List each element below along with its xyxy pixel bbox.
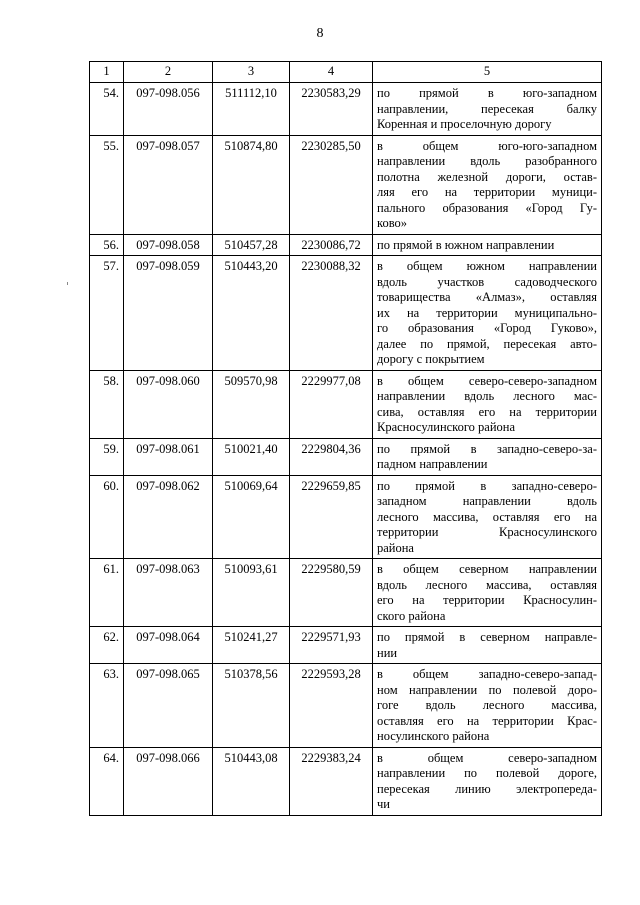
x-coordinate: 510021,40 [213, 438, 290, 475]
description-line: лесного массива, оставляя его на [377, 509, 597, 524]
scan-mark [67, 282, 68, 285]
description-line: гоге вдоль лесного массива, [377, 698, 597, 712]
point-code: 097-098.058 [124, 234, 213, 256]
column-header: 1 [90, 62, 124, 83]
description-line: носулинского района [377, 729, 490, 743]
description-line: в общем северо-северо-западном [377, 373, 597, 388]
boundary-description [373, 83, 602, 136]
description-line: в общем западно-северо-запад- [377, 667, 597, 681]
point-code: 097-098.057 [124, 135, 213, 234]
description-line: направлении вдоль лесного мас- [377, 389, 597, 403]
point-code: 097-098.063 [124, 559, 213, 627]
x-coordinate: 510443,08 [213, 747, 290, 815]
description-line: го образования «Город Гуково», [377, 321, 597, 335]
table-row [90, 747, 602, 815]
y-coordinate: 2230088,32 [290, 256, 373, 371]
y-coordinate: 2229383,24 [290, 747, 373, 815]
row-number: 63. [90, 664, 124, 748]
description-line: нии [377, 645, 398, 660]
description-line: ково» [377, 216, 408, 230]
table-row [90, 475, 602, 559]
y-coordinate: 2230086,72 [290, 234, 373, 256]
description-line: ского района [377, 608, 446, 623]
description-line: товарищества «Алмаз», оставляя [377, 290, 597, 304]
description-line: западном направлении вдоль [377, 494, 597, 508]
x-coordinate: 510378,56 [213, 664, 290, 748]
x-coordinate: 510443,20 [213, 256, 290, 371]
table-row [90, 135, 602, 234]
description-line: вдоль лесного массива, оставляя [377, 577, 597, 592]
table-row [90, 559, 602, 627]
column-header: 3 [213, 62, 290, 83]
description-line: по прямой в северном направле- [377, 630, 597, 644]
x-coordinate: 510241,27 [213, 627, 290, 664]
point-code: 097-098.064 [124, 627, 213, 664]
x-coordinate: 510093,61 [213, 559, 290, 627]
row-number: 60. [90, 475, 124, 559]
table-row [90, 370, 602, 438]
description-line: по прямой в юго-западном [377, 86, 597, 100]
description-line: их на территории муниципально- [377, 305, 597, 320]
x-coordinate: 510457,28 [213, 234, 290, 256]
row-number: 64. [90, 747, 124, 815]
description-line: направлении вдоль разобранного [377, 154, 597, 168]
description-line: направлении, пересекая балку [377, 101, 597, 116]
y-coordinate: 2230285,50 [290, 135, 373, 234]
description-line: дорогу с покрытием [377, 352, 485, 366]
y-coordinate: 2229804,36 [290, 438, 373, 475]
description-line: вдоль участков садоводческого [377, 274, 597, 289]
row-number: 55. [90, 135, 124, 234]
boundary-description [373, 559, 602, 627]
boundary-points-table [89, 61, 602, 816]
description-line: территории Красносулинского [377, 525, 597, 539]
table-row [90, 438, 602, 475]
table-row [90, 664, 602, 748]
y-coordinate: 2230583,29 [290, 83, 373, 136]
description-line: района [377, 540, 414, 555]
description-line: оставляя его на территории Крас- [377, 713, 597, 728]
description-line: пального образования «Город Гу- [377, 200, 597, 215]
point-code: 097-098.060 [124, 370, 213, 438]
description-line: Красносулинского района [377, 420, 516, 434]
description-line: в общем северо-западном [377, 750, 597, 765]
point-code: 097-098.059 [124, 256, 213, 371]
x-coordinate: 511112,10 [213, 83, 290, 136]
table-row [90, 83, 602, 136]
description-line: по прямой в южном направлении [377, 237, 555, 252]
description-line: в общем южном направлении [377, 259, 597, 273]
description-line: его на территории Красносулин- [377, 593, 597, 607]
row-number: 61. [90, 559, 124, 627]
column-header: 2 [124, 62, 213, 83]
table-row [90, 234, 602, 256]
row-number: 56. [90, 234, 124, 256]
row-number: 62. [90, 627, 124, 664]
boundary-description [373, 747, 602, 815]
column-header: 4 [290, 62, 373, 83]
description-line: далее по прямой, пересекая авто- [377, 336, 597, 351]
description-line: по прямой в западно-северо- [377, 478, 597, 493]
y-coordinate: 2229977,08 [290, 370, 373, 438]
point-code: 097-098.062 [124, 475, 213, 559]
table-row [90, 627, 602, 664]
boundary-description [373, 370, 602, 438]
x-coordinate: 509570,98 [213, 370, 290, 438]
y-coordinate: 2229580,59 [290, 559, 373, 627]
description-line: полотна железной дороги, остав- [377, 169, 597, 184]
description-line: по прямой в западно-северо-за- [377, 441, 597, 456]
description-line: в общем северном направлении [377, 562, 597, 576]
boundary-description [373, 664, 602, 748]
boundary-description [373, 475, 602, 559]
description-line: направлении по полевой дороге, [377, 766, 597, 780]
description-line: сива, оставляя его на территории [377, 404, 597, 419]
y-coordinate: 2229593,28 [290, 664, 373, 748]
table-row [90, 256, 602, 371]
row-number: 57. [90, 256, 124, 371]
y-coordinate: 2229659,85 [290, 475, 373, 559]
y-coordinate: 2229571,93 [290, 627, 373, 664]
description-line: Коренная и проселочную дорогу [377, 117, 552, 131]
x-coordinate: 510874,80 [213, 135, 290, 234]
boundary-description [373, 234, 602, 256]
description-line: падном направлении [377, 457, 488, 471]
boundary-description [373, 438, 602, 475]
description-line: ном направлении по полевой доро- [377, 682, 597, 697]
row-number: 58. [90, 370, 124, 438]
point-code: 097-098.066 [124, 747, 213, 815]
column-header: 5 [373, 62, 602, 83]
boundary-description [373, 256, 602, 371]
point-code: 097-098.065 [124, 664, 213, 748]
x-coordinate: 510069,64 [213, 475, 290, 559]
description-line: чи [377, 797, 390, 811]
header-row [90, 62, 602, 83]
point-code: 097-098.056 [124, 83, 213, 136]
point-code: 097-098.061 [124, 438, 213, 475]
row-number: 54. [90, 83, 124, 136]
boundary-description [373, 627, 602, 664]
boundary-description [373, 135, 602, 234]
description-line: ляя его на территории муници- [377, 185, 597, 199]
description-line: пересекая линию электропереда- [377, 781, 597, 796]
description-line: в общем юго-юго-западном [377, 138, 597, 153]
row-number: 59. [90, 438, 124, 475]
page-number: 8 [316, 26, 324, 41]
